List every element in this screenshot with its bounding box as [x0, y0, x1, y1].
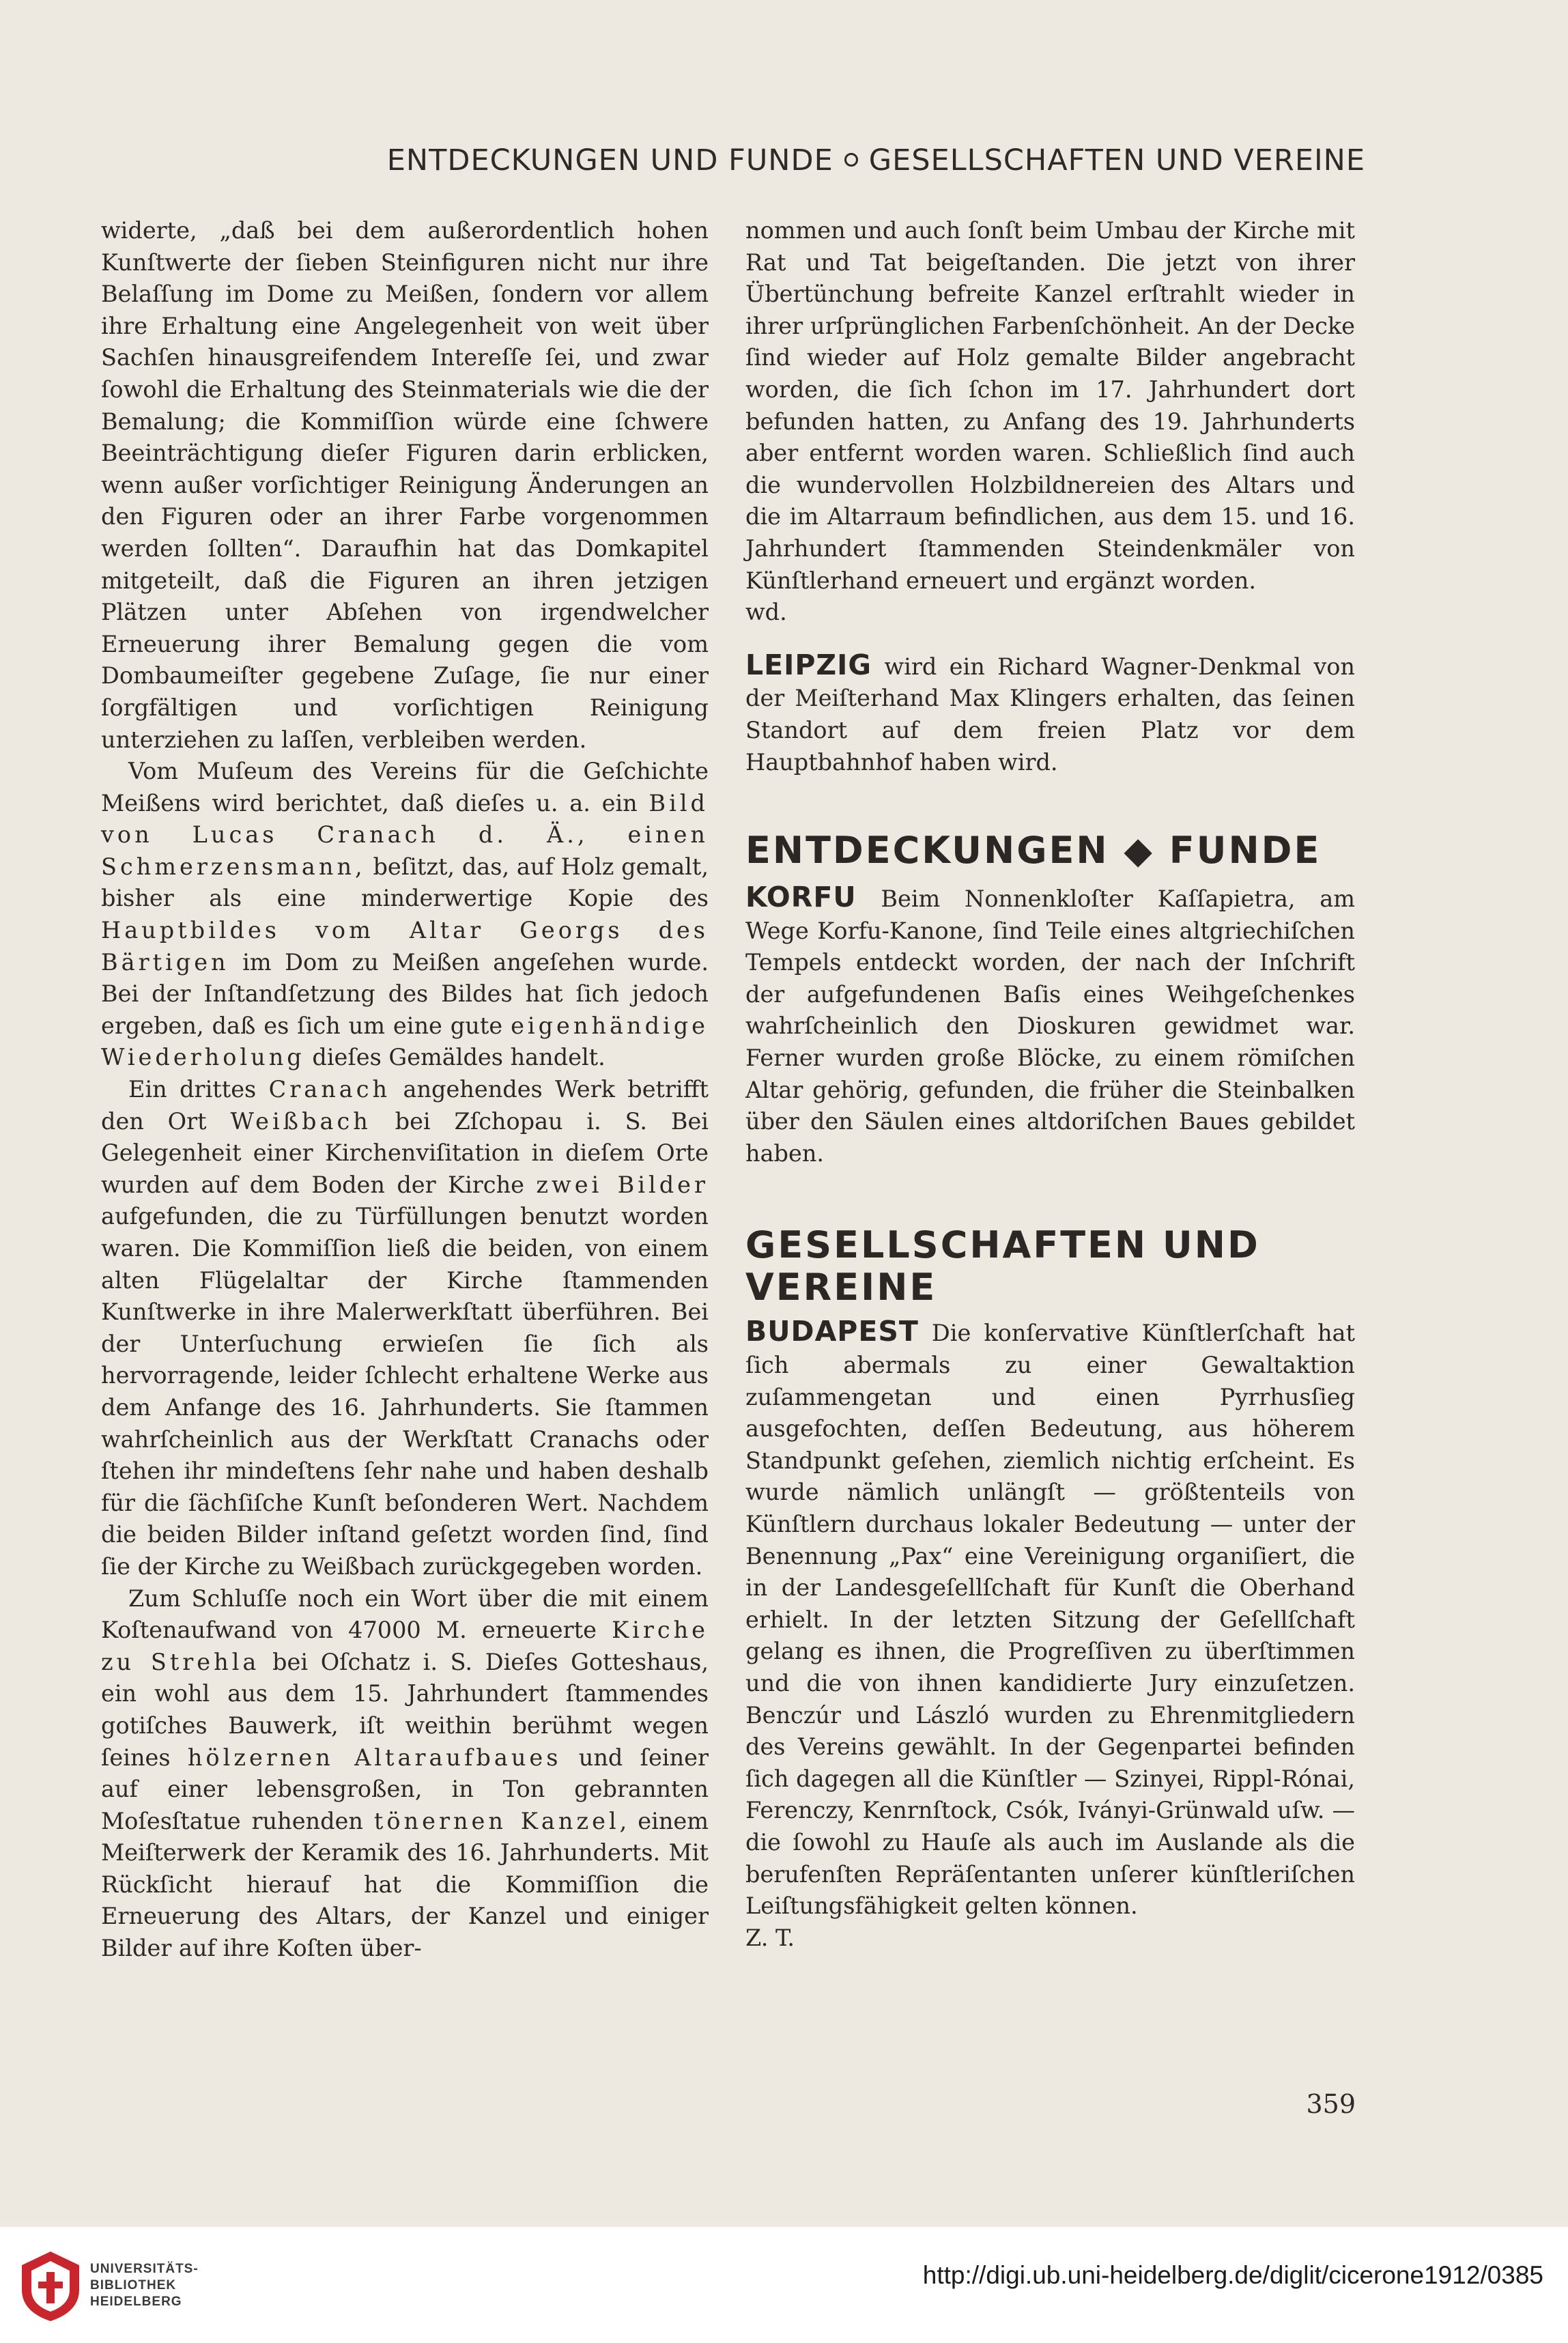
spaced-text: Bild von Lucas Cranach d. Ä., einen Schmerzensmann,: [101, 789, 709, 880]
left-paragraph-4: [101, 1583, 709, 1965]
spaced-text: zwei Bilder: [536, 1171, 709, 1198]
spaced-text: Kirche zu Strehla: [101, 1617, 709, 1675]
ring-separator-icon: [844, 153, 858, 167]
spaced-text: Weißbach: [230, 1107, 371, 1135]
spaced-text: hölzernen Altaraufbaues: [187, 1744, 562, 1771]
section-heading-gesellschaften: GESELLSCHAFTEN UND VEREINE: [745, 1223, 1260, 1309]
library-name: [90, 2261, 199, 2310]
spaced-text: tönernen Kanzel: [373, 1807, 620, 1834]
signature-zt: Z. T.: [745, 1924, 795, 1951]
digitization-footer: [0, 2227, 1568, 2343]
left-paragraph-2: [101, 756, 709, 1074]
text-run: bei Zſchopau i. S. Bei Gelegenheit einer Kirchenviſitation in dieſem Orte wurden auf dem Boden der Kirche: [101, 1107, 709, 1198]
korfu-paragraph: [745, 881, 1355, 1169]
spaced-text: Cranach: [268, 1076, 391, 1103]
page-number: 359: [1306, 2089, 1356, 2119]
header-right: GESELLSCHAFTEN UND VEREINE: [868, 143, 1365, 178]
text-run: aufgefunden, die zu Türfüllungen benutzt worden waren. Die Kommiſſion ließ die beiden, von einem alten Flügelaltar der Kirche ſtammenden Kunſtwerke in ihre Malerwerkſtatt überführen. Bei der Unterſuchung erwieſen ſie ſich als hervorragende, leider ſchlecht erhaltene Werke aus dem Anfange des 16. Jahrhunderts. Sie ſtammen wahrſcheinlich aus der Werkſtatt Cranachs oder ſtehen ihr mindeſtens ſehr nahe und haben deshalb für die ſächſiſche Kunſt beſonderen Wert. Nachdem die beiden Bilder inſtand geſetzt worden ſind, ſind ſie der Kirche zu Weißbach zurückgegeben worden.: [101, 1203, 709, 1580]
text-run: beſitzt, das, auf Holz gemalt, bisher als eine minderwertige Kopie des: [101, 853, 709, 912]
header-left: ENTDECKUNGEN UND FUNDE: [386, 143, 833, 178]
text-run: bei Oſchatz i. S. Dieſes Gotteshaus, ein wohl aus dem 15. Jahrhundert ſtammendes gotiſches Bauwerk, iſt weithin berühmt wegen ſeines: [101, 1648, 709, 1771]
text-run: , einem Meiſterwerk der Keramik des 16. Jahrhunderts. Mit Rückſicht hierauf hat die Kommiſſion die Erneuerung des Altars, der Kanzel und einiger Bilder auf ihre Koſten über-: [101, 1807, 709, 1962]
running-header: [300, 143, 1365, 191]
keyword-korfu: KORFU: [745, 881, 857, 914]
permalink-url[interactable]: http://digi.ub.uni-heidelberg.de/diglit/cicerone1912/0385: [922, 2261, 1543, 2289]
university-seal-icon: [16, 2249, 85, 2324]
text-run: wird ein Richard Wagner-Denkmal von der Meiſterhand Max Klingers erhalten, das ſeinen Standort auf dem freien Platz vor dem Hauptbahnhof haben wird.: [745, 653, 1355, 776]
left-paragraph-3: [101, 1074, 709, 1583]
spaced-text: eigenhändige Wiederholung: [101, 1012, 709, 1071]
library-line-3: HEIDELBERG: [90, 2295, 182, 2309]
right-column: [745, 215, 1355, 1954]
text-run: und ſeiner auf einer lebensgroßen, in Ton gebrannten Moſesſtatue ruhenden: [101, 1744, 709, 1834]
right-paragraph-1: nommen und auch ſonſt beim Umbau der Kirche mit Rat und Tat beigeſtanden. Die jetzt von ihrer Übertünchung befreite Kanzel erſtrahlt wieder in ihrer urſprünglichen Farbenſchönheit. An der Decke ſind wieder auf Holz gemalte Bilder angebracht worden, die ſich ſchon im 17. Jahrhundert dort befunden hatten, zu Anfang des 19. Jahrhunderts aber entfernt worden waren. Schließlich ſind auch die wundervollen Holzbildnereien des Altars und die im Altarraum befindlichen, aus dem 15. und 16. Jahrhundert ſtammenden Steindenkmäler von Künſtlerhand erneuert und ergänzt worden.: [745, 217, 1355, 594]
left-paragraph-1: widerte, „daß bei dem außerordentlich hohen Kunſtwerte der ſieben Steinfiguren nicht nur ihre Belaſſung im Dome zu Meißen, ſondern vor allem ihre Erhaltung eine Angelegenheit von weit über Sachſen hinausgreifendem Intereſſe ſei, und zwar ſowohl die Erhaltung des Steinmaterials wie die der Bemalung; die Kommiſſion würde eine ſchwere Beeinträchtigung dieſer Figuren darin erblicken, wenn außer vorſichtiger Reinigung Änderungen an den Figuren oder an ihrer Farbe vorgenommen werden ſollten“. Daraufhin hat das Domkapitel mitgeteilt, daß die Figuren an ihren jetzigen Plätzen unter Abſehen von irgendwelcher Erneuerung ihrer Bemalung gegen die vom Dombaumeiſter gegebene Zuſage, ſie nur einer ſorgfältigen und vorſichtigen Reinigung unterziehen zu laſſen, verbleiben werden.: [101, 217, 709, 753]
text-run: Zum Schluſſe noch ein Wort über die mit einem Koſtenaufwand von 47000 M. erneuerte: [101, 1585, 709, 1644]
left-column: [101, 215, 709, 1965]
text-run: Vom Muſeum des Vereins für die Geſchichte Meißens wird berichtet, daß dieſes u. a. ein: [101, 758, 709, 816]
budapest-paragraph: [745, 1316, 1355, 1922]
spaced-text: Hauptbildes vom Altar Georgs des Bärtigen: [101, 917, 709, 976]
text-run: angehendes Werk betrifft den Ort: [101, 1076, 709, 1135]
text-run: im Dom zu Meißen angeſehen wurde. Bei der Inſtandſetzung des Bildes hat ſich jedoch ergeben, daß es ſich um eine gute: [101, 948, 709, 1039]
keyword-budapest: BUDAPEST: [745, 1315, 919, 1348]
text-run: Die konſervative Künſtlerſchaft hat ſich abermals zu einer Gewaltaktion zuſammengetan und einen Pyrrhusſieg ausgefochten, deſſen Bedeutung, aus höherem Standpunkt geſehen, ziemlich nichtig erſcheint. Es wurde nämlich unlängſt — größtenteils von Künſtlern durchaus lokaler Bedeutung — unter der Benennung „Pax“ eine Vereinigung organiſiert, die in der Landesgeſellſchaft für Kunſt die Oberhand erhielt. In der letzten Sitzung der Geſellſchaft gelang es ihnen, die Progreſſiven zu überſtimmen und die von ihnen kandidierte Jury einzuſetzen. Benczúr und László wurden zu Ehrenmitgliedern des Vereins gewählt. In der Gegenpartei befinden ſich dagegen all die Künſtler — Szinyei, Rippl-Rónai, Ferenczy, Kenrnſtock, Csók, Iványi-Grünwald uſw. — die ſowohl zu Hauſe als auch im Auslande als die berufenſten Repräſentanten unſerer künſtleriſchen Leiſtungsfähigkeit gelten können.: [745, 1320, 1355, 1920]
text-run: Beim Nonnenkloſter Kaſſapietra, am Wege Korfu-Kanone, ſind Teile eines altgriechiſchen Tempels entdeckt worden, der nach der Inſchrift der aufgefundenen Baſis eines Weihgeſchenkes wahrſcheinlich den Dioskuren gewidmet war. Ferner wurden große Blöcke, zu einem römiſchen Altar gehörig, gefunden, die früher die Steinbalken über den Säulen eines altdoriſchen Baues gebildet haben.: [745, 885, 1355, 1167]
keyword-leipzig: LEIPZIG: [745, 648, 872, 681]
leipzig-paragraph: [745, 649, 1355, 778]
text-run: Ein drittes: [128, 1076, 269, 1103]
library-line-2: BIBLIOTHEK: [90, 2278, 177, 2292]
text-run: dieſes Gemäldes handelt.: [304, 1044, 605, 1071]
signature-wd: wd.: [745, 599, 787, 626]
section-heading-entdeckungen: ENTDECKUNGEN ◆ FUNDE: [745, 829, 1322, 872]
library-line-1: UNIVERSITÄTS-: [90, 2262, 199, 2276]
